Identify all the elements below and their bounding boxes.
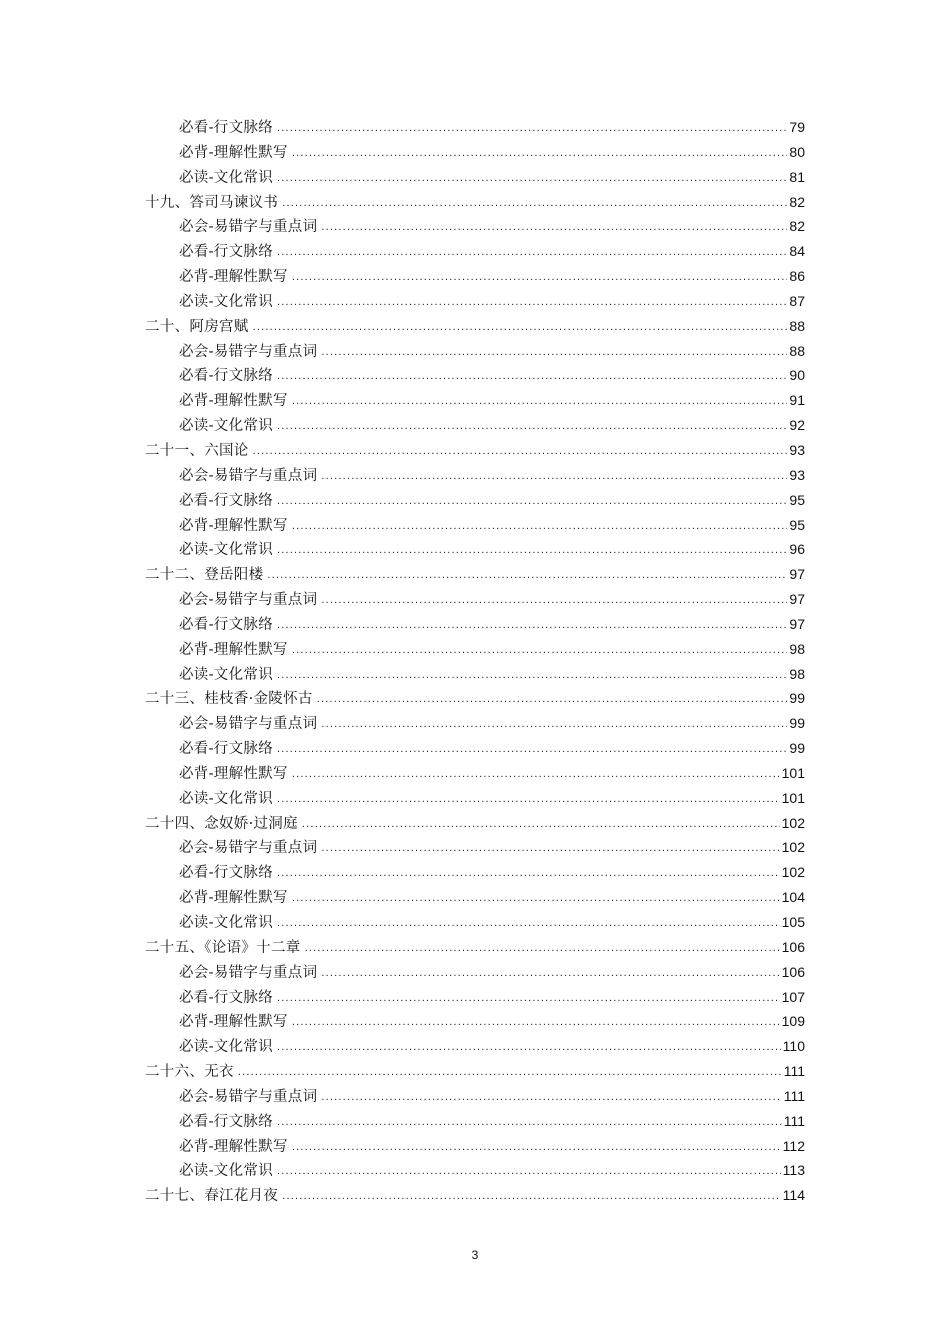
toc-dot-leader <box>292 638 788 662</box>
toc-dot-leader <box>277 1159 781 1183</box>
toc-dot-leader <box>292 1135 781 1159</box>
toc-section-entry[interactable] <box>145 363 805 388</box>
toc-entry-page: 114 <box>782 1187 805 1204</box>
toc-entry-title: 必背-理解性默写 <box>179 269 288 286</box>
toc-entry-title: 必会-易错字与重点词 <box>179 343 318 360</box>
toc-dot-leader <box>277 116 787 140</box>
toc-entry-page: 111 <box>783 1112 805 1129</box>
toc-entry-page: 109 <box>781 1013 805 1030</box>
toc-dot-leader <box>267 563 787 587</box>
toc-entry-page: 106 <box>781 963 805 980</box>
toc-entry-title: 二十六、无衣 <box>145 1064 234 1081</box>
toc-entry-page: 111 <box>783 1063 805 1080</box>
toc-section-entry[interactable] <box>145 885 805 910</box>
toc-dot-leader <box>277 240 787 264</box>
toc-dot-leader <box>321 836 779 860</box>
toc-entry-page: 102 <box>781 839 805 856</box>
toc-entry-title: 必背-理解性默写 <box>179 641 288 658</box>
toc-entry-title: 必看-行文脉络 <box>179 741 273 758</box>
toc-section-entry[interactable] <box>145 264 805 289</box>
toc-entry-title: 必看-行文脉络 <box>179 865 273 882</box>
toc-entry-page: 86 <box>789 268 805 285</box>
toc-entry-page: 81 <box>789 168 805 185</box>
toc-section-entry[interactable] <box>145 985 805 1010</box>
toc-dot-leader <box>277 489 787 513</box>
toc-section-entry[interactable] <box>145 1084 805 1109</box>
toc-dot-leader <box>277 538 787 562</box>
toc-dot-leader <box>321 1085 781 1109</box>
toc-chapter-entry[interactable] <box>145 811 805 836</box>
toc-entry-page: 102 <box>781 864 805 881</box>
toc-chapter-entry[interactable] <box>145 1059 805 1084</box>
toc-section-entry[interactable] <box>145 537 805 562</box>
toc-section-entry[interactable] <box>145 860 805 885</box>
toc-entry-title: 必读-文化常识 <box>179 418 273 435</box>
toc-dot-leader <box>277 737 787 761</box>
toc-chapter-entry[interactable] <box>145 1183 805 1208</box>
toc-entry-page: 106 <box>781 938 805 955</box>
toc-entry-title: 二十二、登岳阳楼 <box>145 567 264 584</box>
toc-dot-leader <box>321 588 787 612</box>
toc-entry-title: 二十一、六国论 <box>145 442 249 459</box>
page-number: 3 <box>471 1248 479 1262</box>
toc-entry-title: 必看-行文脉络 <box>179 492 273 509</box>
toc-entry-title: 二十、阿房宫赋 <box>145 318 249 335</box>
toc-section-entry[interactable] <box>145 289 805 314</box>
toc-entry-page: 113 <box>782 1162 805 1179</box>
toc-section-entry[interactable] <box>145 1109 805 1134</box>
toc-entry-title: 必会-易错字与重点词 <box>179 964 318 981</box>
toc-entry-page: 95 <box>789 491 805 508</box>
toc-entry-title: 必背-理解性默写 <box>179 393 288 410</box>
toc-entry-title: 必背-理解性默写 <box>179 765 288 782</box>
toc-entry-page: 93 <box>789 466 805 483</box>
toc-entry-title: 必读-文化常识 <box>179 666 273 683</box>
toc-section-entry[interactable] <box>145 214 805 239</box>
toc-dot-leader <box>321 961 779 985</box>
toc-entry-page: 99 <box>789 740 805 757</box>
toc-dot-leader <box>277 787 780 811</box>
toc-entry-title: 必读-文化常识 <box>179 293 273 310</box>
toc-section-entry[interactable] <box>145 587 805 612</box>
toc-entry-title: 必会-易错字与重点词 <box>179 716 318 733</box>
toc-entry-title: 必会-易错字与重点词 <box>179 467 318 484</box>
toc-section-entry[interactable] <box>145 786 805 811</box>
toc-dot-leader <box>292 389 788 413</box>
toc-section-entry[interactable] <box>145 761 805 786</box>
toc-section-entry[interactable] <box>145 662 805 687</box>
toc-dot-leader <box>321 340 787 364</box>
toc-entry-page: 98 <box>789 640 805 657</box>
toc-entry-page: 99 <box>789 715 805 732</box>
toc-entry-page: 88 <box>789 342 805 359</box>
toc-entry-page: 91 <box>789 392 805 409</box>
toc-entry-page: 88 <box>789 317 805 334</box>
toc-entry-title: 必会-易错字与重点词 <box>179 219 318 236</box>
toc-entry-title: 必看-行文脉络 <box>179 368 273 385</box>
toc-entry-title: 二十七、春江花月夜 <box>145 1188 279 1205</box>
toc-entry-page: 96 <box>789 541 805 558</box>
toc-dot-leader <box>277 613 787 637</box>
toc-chapter-entry[interactable] <box>145 562 805 587</box>
toc-dot-leader <box>321 464 787 488</box>
toc-entry-title: 十九、答司马谏议书 <box>145 194 279 211</box>
toc-section-entry[interactable] <box>145 736 805 761</box>
toc-section-entry[interactable] <box>145 1158 805 1183</box>
toc-section-entry[interactable] <box>145 910 805 935</box>
toc-section-entry[interactable] <box>145 960 805 985</box>
toc-entry-title: 二十四、念奴娇·过洞庭 <box>145 815 298 832</box>
toc-section-entry[interactable] <box>145 1034 805 1059</box>
toc-entry-page: 92 <box>789 417 805 434</box>
toc-section-entry[interactable] <box>145 140 805 165</box>
toc-section-entry[interactable] <box>145 513 805 538</box>
toc-dot-leader <box>292 265 788 289</box>
toc-dot-leader <box>292 886 780 910</box>
toc-dot-leader <box>277 861 780 885</box>
toc-entry-title: 必读-文化常识 <box>179 542 273 559</box>
toc-dot-leader <box>277 290 787 314</box>
toc-entry-page: 111 <box>783 1087 805 1104</box>
toc-dot-leader <box>238 1060 782 1084</box>
toc-entry-title: 必读-文化常识 <box>179 915 273 931</box>
toc-entry-title: 必读-文化常识 <box>179 1163 273 1180</box>
toc-entry-page: 104 <box>781 889 805 906</box>
toc-section-entry[interactable] <box>145 165 805 190</box>
toc-section-entry[interactable] <box>145 711 805 736</box>
toc-section-entry[interactable] <box>145 115 805 140</box>
toc-entry-title: 必读-文化常识 <box>179 790 273 807</box>
toc-dot-leader <box>277 986 780 1010</box>
toc-dot-leader <box>317 687 788 711</box>
toc-section-entry[interactable] <box>145 239 805 264</box>
toc-dot-leader <box>282 1184 780 1208</box>
toc-dot-leader <box>292 1010 780 1034</box>
toc-entry-page: 90 <box>789 367 805 384</box>
toc-dot-leader <box>277 911 780 935</box>
toc-section-entry[interactable] <box>145 835 805 860</box>
toc-entry-page: 110 <box>782 1038 805 1055</box>
toc-entry-page: 82 <box>789 193 805 210</box>
toc-dot-leader <box>277 663 787 687</box>
toc-chapter-entry[interactable] <box>145 686 805 711</box>
toc-chapter-entry[interactable] <box>145 314 805 339</box>
toc-dot-leader <box>292 762 780 786</box>
toc-section-entry[interactable] <box>145 488 805 513</box>
toc-entry-title: 必读-文化常识 <box>179 1039 273 1056</box>
toc-entry-page: 105 <box>781 914 805 930</box>
toc-entry-page: 87 <box>789 292 805 309</box>
toc-entry-page: 101 <box>781 789 805 806</box>
toc-entry-title: 必会-易错字与重点词 <box>179 1088 318 1105</box>
toc-chapter-entry[interactable] <box>145 935 805 960</box>
toc-entry-title: 必看-行文脉络 <box>179 1113 273 1130</box>
toc-entry-page: 84 <box>789 243 805 260</box>
toc-dot-leader <box>321 215 787 239</box>
toc-entry-page: 99 <box>789 690 805 707</box>
toc-entry-title: 必背-理解性默写 <box>179 517 288 534</box>
toc-entry-page: 97 <box>789 591 805 608</box>
toc-entry-page: 97 <box>789 615 805 632</box>
toc-dot-leader <box>277 166 787 190</box>
toc-section-entry[interactable] <box>145 612 805 637</box>
toc-section-entry[interactable] <box>145 413 805 438</box>
toc-dot-leader <box>321 712 787 736</box>
toc-entry-title: 必会-易错字与重点词 <box>179 840 318 857</box>
toc-dot-leader <box>277 1110 782 1134</box>
toc-dot-leader <box>253 439 788 463</box>
toc-entry-title: 必背-理解性默写 <box>179 890 288 907</box>
toc-chapter-entry[interactable] <box>145 190 805 215</box>
toc-entry-page: 98 <box>789 665 805 682</box>
toc-dot-leader <box>292 514 788 538</box>
toc-entry-page: 95 <box>789 516 805 533</box>
toc-entry-title: 必看-行文脉络 <box>179 616 273 633</box>
toc-dot-leader <box>277 1035 781 1059</box>
toc-entry-page: 80 <box>789 143 805 160</box>
toc-dot-leader <box>277 364 787 388</box>
toc-chapter-entry[interactable] <box>145 438 805 463</box>
toc-entry-title: 必看-行文脉络 <box>179 989 273 1006</box>
toc-entry-title: 必看-行文脉络 <box>179 120 273 136</box>
toc-section-entry[interactable] <box>145 1134 805 1159</box>
toc-section-entry[interactable] <box>145 339 805 364</box>
toc-entry-title: 必读-文化常识 <box>179 169 273 186</box>
toc-entry-title: 必背-理解性默写 <box>179 1138 288 1155</box>
toc-dot-leader <box>305 936 780 960</box>
toc-dot-leader <box>302 812 780 836</box>
toc-entry-title: 二十五、《论语》十二章 <box>145 939 301 956</box>
toc-entry-page: 101 <box>781 764 805 781</box>
table-of-contents <box>145 115 805 1208</box>
toc-dot-leader <box>253 315 788 339</box>
toc-entry-title: 必背-理解性默写 <box>179 144 288 161</box>
toc-entry-page: 107 <box>781 988 805 1005</box>
toc-entry-title: 必会-易错字与重点词 <box>179 592 318 609</box>
toc-entry-page: 93 <box>789 441 805 458</box>
toc-entry-page: 79 <box>789 119 805 135</box>
toc-entry-page: 82 <box>789 218 805 235</box>
toc-section-entry[interactable] <box>145 388 805 413</box>
toc-entry-page: 102 <box>781 814 805 831</box>
toc-section-entry[interactable] <box>145 637 805 662</box>
toc-section-entry[interactable] <box>145 463 805 488</box>
toc-entry-title: 必看-行文脉络 <box>179 244 273 261</box>
toc-entry-title: 必背-理解性默写 <box>179 1014 288 1031</box>
toc-section-entry[interactable] <box>145 1009 805 1034</box>
toc-entry-page: 112 <box>782 1137 805 1154</box>
toc-entry-page: 97 <box>789 566 805 583</box>
toc-dot-leader <box>292 141 788 165</box>
toc-dot-leader <box>282 191 787 215</box>
toc-entry-title: 二十三、桂枝香·金陵怀古 <box>145 691 313 708</box>
toc-dot-leader <box>277 414 787 438</box>
